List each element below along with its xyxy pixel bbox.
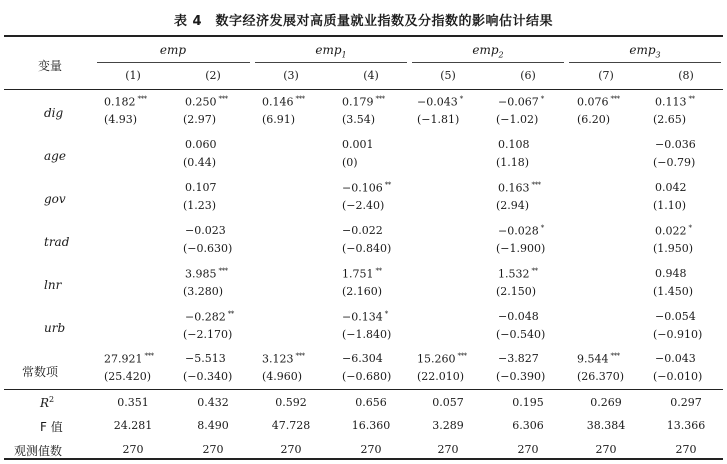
t-stat-cell: (1.950) xyxy=(653,242,694,255)
significance-stars: ** xyxy=(227,310,234,318)
row-label-3: trad xyxy=(44,235,70,249)
significance-stars: * xyxy=(540,95,544,103)
coefficient-cell xyxy=(185,352,226,365)
group-underline-emp xyxy=(97,62,250,63)
stat-value-cell: 270 xyxy=(517,443,539,456)
significance-stars: * xyxy=(384,310,388,318)
stat-value-cell: 38.384 xyxy=(586,419,626,432)
stat-value-cell: 0.195 xyxy=(512,396,544,409)
significance-stars: *** xyxy=(218,267,228,275)
significance-stars: *** xyxy=(295,352,305,360)
significance-stars: *** xyxy=(610,95,620,103)
significance-stars: *** xyxy=(531,181,541,189)
group-subscript: 1 xyxy=(341,50,347,60)
coefficient-cell xyxy=(498,224,544,238)
coefficient-cell xyxy=(185,310,234,324)
coefficient-value: 0.022 xyxy=(655,224,687,238)
coefficient-value: −0.134 xyxy=(342,310,383,324)
coefficient-cell xyxy=(498,181,541,195)
coefficient-value: −0.106 xyxy=(342,181,383,195)
stat-value-cell: 0.592 xyxy=(275,396,307,409)
coefficient-cell xyxy=(342,138,374,151)
coefficient-cell xyxy=(655,352,696,365)
significance-stars: *** xyxy=(610,352,620,360)
coefficient-cell xyxy=(342,181,391,195)
stat-value-cell: 270 xyxy=(280,443,302,456)
coefficient-value: −0.022 xyxy=(342,224,383,237)
t-stat-cell: (−0.910) xyxy=(653,328,703,341)
coefficient-cell xyxy=(655,267,687,280)
coefficient-cell xyxy=(104,352,154,366)
coefficient-value: −6.304 xyxy=(342,352,383,365)
coefficient-value: 0.001 xyxy=(342,138,374,151)
group-underline-emp1 xyxy=(255,62,407,63)
coefficient-cell xyxy=(655,310,696,323)
significance-stars: ** xyxy=(531,267,538,275)
t-stat-cell: (−0.390) xyxy=(496,370,546,383)
t-stat-cell: (2.150) xyxy=(496,285,537,298)
coefficient-value: 0.113 xyxy=(655,95,687,109)
coefficient-cell xyxy=(417,352,467,366)
group-base-label: emp xyxy=(159,43,187,57)
column-number: (1) xyxy=(125,69,141,82)
coefficient-value: 0.948 xyxy=(655,267,687,280)
coefficient-value: −5.513 xyxy=(185,352,226,365)
stat-label-1 xyxy=(40,418,100,435)
coefficient-cell xyxy=(342,352,383,365)
group-header-4 xyxy=(595,43,695,59)
group-subscript: 3 xyxy=(655,50,661,60)
t-stat-cell: (−2.170) xyxy=(183,328,233,341)
row-label-1: age xyxy=(44,149,66,163)
row-label-2: gov xyxy=(44,192,66,206)
table-title: 表 4 数字经济发展对高质量就业指数及分指数的影响估计结果 xyxy=(173,14,554,29)
coefficient-cell xyxy=(655,181,687,194)
t-stat-cell: (2.160) xyxy=(342,285,383,298)
stat-value-cell: 270 xyxy=(122,443,144,456)
column-number: (7) xyxy=(598,69,614,82)
column-number: (2) xyxy=(205,69,221,82)
stat-label-text: R xyxy=(40,396,50,410)
t-stat-cell: (2.94) xyxy=(496,199,530,212)
stat-label-text: 观测值数 xyxy=(14,444,63,458)
coefficient-value: 0.108 xyxy=(498,138,530,151)
t-stat-cell: (−0.340) xyxy=(183,370,233,383)
stat-label-0 xyxy=(40,395,100,410)
coefficient-value: 27.921 xyxy=(104,352,143,366)
stat-value-cell: 0.297 xyxy=(670,396,702,409)
t-stat-cell: (3.280) xyxy=(183,285,224,298)
group-base-label: emp xyxy=(315,43,342,57)
coefficient-value: 15.260 xyxy=(417,352,456,366)
coefficient-value: 0.163 xyxy=(498,181,530,195)
group-underline-emp2 xyxy=(412,62,564,63)
t-stat-cell: (2.97) xyxy=(183,113,217,126)
significance-stars: ** xyxy=(384,181,391,189)
significance-stars: *** xyxy=(295,95,305,103)
t-stat-cell: (4.93) xyxy=(104,113,138,126)
t-stat-cell: (2.65) xyxy=(653,113,687,126)
coefficient-cell xyxy=(577,95,620,109)
stat-value-cell: 24.281 xyxy=(113,419,153,432)
coefficient-cell xyxy=(498,310,539,323)
coefficient-cell xyxy=(185,95,228,109)
coefficient-cell xyxy=(342,224,383,237)
stat-label-2 xyxy=(14,442,74,459)
significance-stars: * xyxy=(540,224,544,232)
coefficient-cell xyxy=(185,224,226,237)
coefficient-cell xyxy=(655,95,695,109)
t-stat-cell: (−1.840) xyxy=(342,328,392,341)
coefficient-cell xyxy=(262,352,305,366)
column-number: (4) xyxy=(363,69,379,82)
coefficient-value: −0.043 xyxy=(655,352,696,365)
stat-value-cell: 0.656 xyxy=(355,396,387,409)
coefficient-cell xyxy=(185,181,217,194)
group-underline-emp3 xyxy=(569,62,721,63)
column-number: (3) xyxy=(283,69,299,82)
significance-stars: *** xyxy=(144,352,154,360)
stat-value-cell: 270 xyxy=(437,443,459,456)
significance-stars: *** xyxy=(218,95,228,103)
significance-stars: *** xyxy=(137,95,147,103)
stat-label-text: F 值 xyxy=(40,420,63,434)
significance-stars: * xyxy=(459,95,463,103)
coefficient-value: −3.827 xyxy=(498,352,539,365)
coefficient-cell xyxy=(498,267,538,281)
coefficient-value: 0.107 xyxy=(185,181,217,194)
stat-value-cell: 3.289 xyxy=(432,419,464,432)
coefficient-cell xyxy=(262,95,305,109)
stat-value-cell: 13.366 xyxy=(666,419,706,432)
stat-label-superscript: 2 xyxy=(49,395,55,404)
coefficient-cell xyxy=(342,267,382,281)
coefficient-cell xyxy=(655,224,692,238)
significance-stars: ** xyxy=(375,267,382,275)
column-number: (8) xyxy=(678,69,694,82)
t-stat-cell: (−1.900) xyxy=(496,242,546,255)
t-stat-cell: (1.18) xyxy=(496,156,530,169)
coefficient-value: 0.060 xyxy=(185,138,217,151)
t-stat-cell: (6.91) xyxy=(262,113,296,126)
t-stat-cell: (−0.010) xyxy=(653,370,703,383)
t-stat-cell: (−0.680) xyxy=(342,370,392,383)
significance-stars: ** xyxy=(688,95,695,103)
group-subscript: 2 xyxy=(498,50,504,60)
stats-rule xyxy=(4,389,723,390)
stat-value-cell: 270 xyxy=(202,443,224,456)
coefficient-cell xyxy=(498,352,539,365)
group-header-1 xyxy=(123,43,223,57)
coefficient-value: −0.028 xyxy=(498,224,539,238)
t-stat-cell: (25.420) xyxy=(104,370,152,383)
coefficient-value: −0.282 xyxy=(185,310,226,324)
top-rule xyxy=(4,35,723,37)
coefficient-cell xyxy=(342,310,388,324)
coefficient-cell xyxy=(342,95,385,109)
t-stat-cell: (−0.540) xyxy=(496,328,546,341)
coefficient-cell xyxy=(655,138,696,151)
t-stat-cell: (4.960) xyxy=(262,370,303,383)
row-label-5: urb xyxy=(44,321,66,335)
coefficient-value: 3.985 xyxy=(185,267,217,281)
significance-stars: *** xyxy=(457,352,467,360)
header-rule xyxy=(4,89,723,90)
stat-value-cell: 8.490 xyxy=(197,419,229,432)
coefficient-value: 1.751 xyxy=(342,267,374,281)
t-stat-cell: (22.010) xyxy=(417,370,465,383)
stat-value-cell: 270 xyxy=(675,443,697,456)
coefficient-value: −0.054 xyxy=(655,310,696,323)
group-base-label: emp xyxy=(472,43,499,57)
t-stat-cell: (−0.840) xyxy=(342,242,392,255)
t-stat-cell: (−0.79) xyxy=(653,156,696,169)
t-stat-cell: (3.54) xyxy=(342,113,376,126)
coefficient-value: 0.042 xyxy=(655,181,687,194)
coefficient-value: −0.067 xyxy=(498,95,539,109)
coefficient-cell xyxy=(417,95,463,109)
coefficient-cell xyxy=(498,95,544,109)
stat-value-cell: 0.057 xyxy=(432,396,464,409)
row-label-4: lnr xyxy=(44,278,62,292)
t-stat-cell: (26.370) xyxy=(577,370,625,383)
variable-header: 变量 xyxy=(38,59,63,73)
coefficient-cell xyxy=(185,138,217,151)
coefficient-value: −0.048 xyxy=(498,310,539,323)
column-number: (6) xyxy=(520,69,536,82)
significance-stars: *** xyxy=(375,95,385,103)
significance-stars: * xyxy=(688,224,692,232)
group-base-label: emp xyxy=(629,43,656,57)
coefficient-value: 3.123 xyxy=(262,352,294,366)
row-label-0: dig xyxy=(44,106,64,120)
coefficient-value: 1.532 xyxy=(498,267,530,281)
group-header-3 xyxy=(438,43,538,59)
t-stat-cell: (−2.40) xyxy=(342,199,385,212)
t-stat-cell: (−0.630) xyxy=(183,242,233,255)
stat-value-cell: 270 xyxy=(595,443,617,456)
coefficient-value: −0.036 xyxy=(655,138,696,151)
coefficient-cell xyxy=(104,95,147,109)
stat-value-cell: 0.269 xyxy=(590,396,622,409)
group-header-2 xyxy=(281,43,381,59)
t-stat-cell: (−1.02) xyxy=(496,113,539,126)
stat-value-cell: 6.306 xyxy=(512,419,544,432)
t-stat-cell: (0.44) xyxy=(183,156,217,169)
coefficient-value: 0.146 xyxy=(262,95,294,109)
stat-value-cell: 47.728 xyxy=(271,419,311,432)
coefficient-cell xyxy=(185,267,228,281)
bottom-rule xyxy=(4,458,723,460)
column-number: (5) xyxy=(440,69,456,82)
stat-value-cell: 270 xyxy=(360,443,382,456)
t-stat-cell: (0) xyxy=(342,156,358,169)
coefficient-value: 0.076 xyxy=(577,95,609,109)
stat-value-cell: 16.360 xyxy=(351,419,391,432)
t-stat-cell: (1.23) xyxy=(183,199,217,212)
coefficient-cell xyxy=(498,138,530,151)
t-stat-cell: (1.450) xyxy=(653,285,694,298)
stat-value-cell: 0.351 xyxy=(117,396,149,409)
coefficient-value: 0.182 xyxy=(104,95,136,109)
t-stat-cell: (1.10) xyxy=(653,199,687,212)
t-stat-cell: (−1.81) xyxy=(417,113,460,126)
coefficient-value: 0.250 xyxy=(185,95,217,109)
stat-value-cell: 0.432 xyxy=(197,396,229,409)
t-stat-cell: (6.20) xyxy=(577,113,611,126)
coefficient-value: −0.023 xyxy=(185,224,226,237)
coefficient-value: 9.544 xyxy=(577,352,609,366)
coefficient-value: −0.043 xyxy=(417,95,458,109)
row-label-6: 常数项 xyxy=(22,365,59,379)
coefficient-value: 0.179 xyxy=(342,95,374,109)
coefficient-cell xyxy=(577,352,620,366)
